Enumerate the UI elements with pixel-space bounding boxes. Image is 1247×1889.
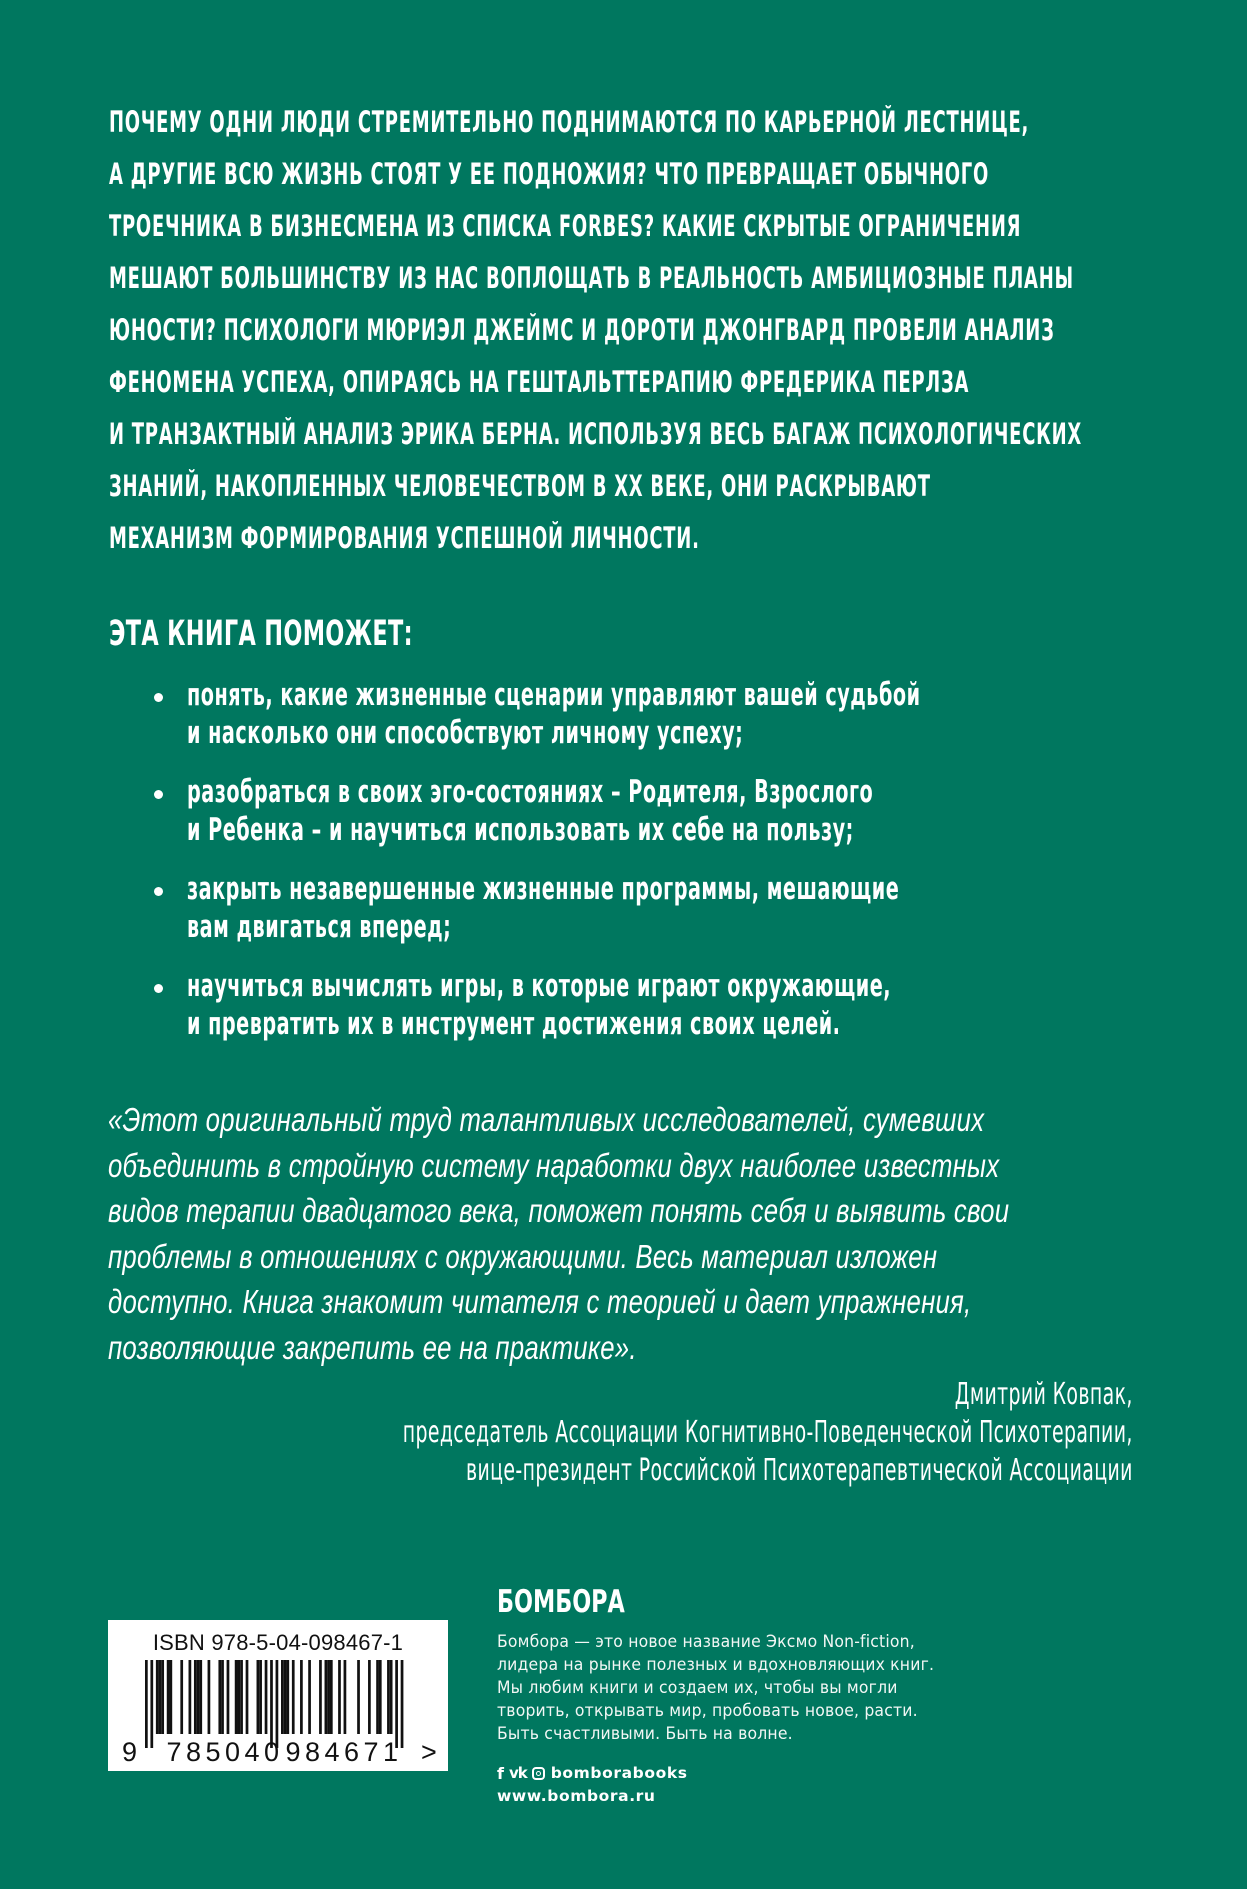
benefit-text: и насколько они способствуют личному успеху; bbox=[187, 715, 744, 751]
barcode-bar bbox=[159, 1660, 162, 1734]
facebook-icon[interactable]: f bbox=[497, 1763, 504, 1783]
barcode-bar bbox=[189, 1660, 192, 1734]
intro-line: А ДРУГИЕ ВСЮ ЖИЗНЬ СТОЯТ У ЕЕ ПОДНОЖИЯ? ЧТО ПРЕВРАЩАЕТ ОБЫЧНОГО bbox=[109, 157, 990, 191]
barcode-bar bbox=[235, 1660, 238, 1734]
testimonial-quote bbox=[108, 1097, 1168, 1370]
barcode-bar bbox=[257, 1660, 260, 1734]
intro-line: ФЕНОМЕНА УСПЕХА, ОПИРАЯСЬ НА ГЕШТАЛЬТТЕРАПИЮ ФРЕДЕРИКА ПЕРЛЗА bbox=[109, 365, 970, 399]
barcode-bar bbox=[270, 1660, 273, 1748]
barcode-bar bbox=[379, 1660, 382, 1734]
description-line: Мы любим книги и создаем их, чтобы вы могли bbox=[497, 1678, 898, 1698]
barcode-bar bbox=[227, 1660, 230, 1734]
quote-line: «Этот оригинальный труд талантливых исследователей, сумевших bbox=[108, 1101, 985, 1138]
benefit-text: понять, какие жизненные сценарии управляют вашей судьбой bbox=[187, 677, 921, 713]
barcode-bar bbox=[390, 1660, 393, 1734]
barcode-end-marker: > bbox=[421, 1737, 437, 1767]
barcode-bar bbox=[276, 1660, 279, 1748]
benefits-heading: ЭТА КНИГА ПОМОЖЕТ: bbox=[109, 614, 413, 654]
intro-line: ПОЧЕМУ ОДНИ ЛЮДИ СТРЕМИТЕЛЬНО ПОДНИМАЮТСЯ ПО КАРЬЕРНОЙ ЛЕСТНИЦЕ, bbox=[109, 105, 1030, 139]
barcode-right-group: 984671 bbox=[285, 1737, 403, 1767]
publisher-block bbox=[497, 1585, 1057, 1807]
barcode-bar bbox=[344, 1660, 347, 1734]
barcode-bar bbox=[218, 1660, 221, 1734]
barcode-bar bbox=[327, 1660, 330, 1734]
description-line: Быть счастливыми. Быть на волне. bbox=[497, 1724, 793, 1744]
barcode-bar bbox=[161, 1660, 164, 1734]
description-line: лидера на рынке полезных и вдохновляющих книг. bbox=[497, 1655, 935, 1675]
benefit-text: и Ребенка – и научиться использовать их себе на пользу; bbox=[187, 812, 854, 848]
attribution-role: председатель Ассоциации Когнитивно-Поведенческой Психотерапии, bbox=[402, 1415, 1133, 1450]
vk-icon[interactable]: vk bbox=[508, 1764, 527, 1782]
bullet-icon bbox=[154, 693, 163, 702]
barcode-bar bbox=[208, 1660, 211, 1734]
benefit-text: вам двигаться вперед; bbox=[187, 909, 452, 945]
attribution-name: Дмитрий Ковпак, bbox=[954, 1377, 1133, 1412]
benefit-text: и превратить их в инструмент достижения своих целей. bbox=[187, 1006, 841, 1042]
barcode-bar bbox=[325, 1660, 328, 1734]
barcode-bar bbox=[330, 1660, 333, 1734]
quote-line: объединить в стройную систему наработки двух наиболее известных bbox=[108, 1146, 1000, 1184]
bullet-icon bbox=[154, 790, 163, 799]
barcode-bar bbox=[292, 1660, 295, 1734]
barcode-bar bbox=[169, 1660, 172, 1734]
barcode-bar bbox=[281, 1660, 284, 1734]
benefits-list bbox=[150, 676, 1150, 1064]
attribution-role: вице-президент Российской Психотерапевтической Ассоциации bbox=[466, 1453, 1133, 1488]
intro-line: ЮНОСТИ? ПСИХОЛОГИ МЮРИЭЛ ДЖЕЙМС И ДОРОТИ ДЖОНГВАРД ПРОВЕЛИ АНАЛИЗ bbox=[109, 313, 1055, 347]
publisher-description bbox=[497, 1631, 1057, 1746]
barcode-bar bbox=[286, 1660, 289, 1734]
benefit-item bbox=[150, 676, 1150, 773]
barcode-bar bbox=[338, 1660, 341, 1734]
barcode-bar bbox=[395, 1660, 398, 1748]
benefit-text: закрыть незавершенные жизненные программы, мешающие bbox=[187, 871, 900, 907]
barcode-bar bbox=[300, 1660, 303, 1734]
barcode-graphic bbox=[108, 1620, 448, 1771]
intro-paragraph bbox=[109, 96, 1169, 564]
barcode-bar bbox=[194, 1660, 197, 1734]
barcode-bar bbox=[180, 1660, 183, 1734]
intro-line: И ТРАНЗАКТНЫЙ АНАЛИЗ ЭРИКА БЕРНА. ИСПОЛЬЗУЯ ВЕСЬ БАГАЖ ПСИХОЛОГИЧЕСКИХ bbox=[109, 417, 1082, 451]
quote-line: видов терапии двадцатого века, поможет понять себя и выявить свои bbox=[108, 1192, 1010, 1229]
barcode-bar bbox=[240, 1660, 243, 1734]
social-handle[interactable]: bomborabooks bbox=[550, 1764, 688, 1782]
intro-line: МЕХАНИЗМ ФОРМИРОВАНИЯ УСПЕШНОЙ ЛИЧНОСТИ. bbox=[109, 521, 700, 555]
barcode-bars bbox=[145, 1660, 403, 1748]
barcode-bar bbox=[284, 1660, 287, 1734]
barcode-bar bbox=[150, 1660, 153, 1748]
barcode-bar bbox=[246, 1660, 249, 1734]
benefit-text: разобраться в своих эго-состояниях – Родителя, Взрослого bbox=[187, 774, 874, 810]
quote-line: позволяющие закрепить ее на практике». bbox=[108, 1328, 637, 1366]
instagram-icon[interactable] bbox=[532, 1767, 545, 1780]
publisher-logo: БОМБОРА bbox=[497, 1584, 625, 1620]
quote-line: доступно. Книга знакомит читателя с теорией и дает упражнения, bbox=[108, 1283, 972, 1320]
benefit-text: научиться вычислять игры, в которые играют окружающие, bbox=[187, 968, 892, 1004]
intro-line: МЕШАЮТ БОЛЬШИНСТВУ ИЗ НАС ВОПЛОЩАТЬ В РЕАЛЬНОСТЬ АМБИЦИОЗНЫЕ ПЛАНЫ bbox=[109, 261, 1074, 295]
barcode-bar bbox=[308, 1660, 311, 1734]
benefit-item bbox=[150, 967, 1150, 1064]
barcode-bar bbox=[156, 1660, 159, 1734]
barcode-bar bbox=[368, 1660, 371, 1734]
barcode-first-digit: 9 bbox=[122, 1737, 138, 1767]
barcode-bar bbox=[237, 1660, 240, 1734]
barcode-bar bbox=[401, 1660, 404, 1748]
barcode-bar bbox=[197, 1660, 200, 1734]
barcode-bar bbox=[376, 1660, 379, 1734]
description-line: творить, открывать мир, пробовать новое, расти. bbox=[497, 1701, 918, 1721]
website-link[interactable]: www.bombora.ru bbox=[497, 1787, 656, 1805]
barcode-left-group: 785040 bbox=[166, 1737, 284, 1767]
barcode-bar bbox=[167, 1660, 170, 1734]
intro-line: ТРОЕЧНИКА В БИЗНЕСМЕНА ИЗ СПИСКА FORBES? КАКИЕ СКРЫТЫЕ ОГРАНИЧЕНИЯ bbox=[109, 209, 1022, 243]
barcode-bar bbox=[319, 1660, 322, 1734]
bullet-icon bbox=[154, 887, 163, 896]
social-links bbox=[497, 1762, 1057, 1784]
isbn-label: ISBN 978-5-04-098467-1 bbox=[152, 1630, 404, 1655]
benefit-item bbox=[150, 870, 1150, 967]
description-line: Бомбора — это новое название Эксмо Non-fiction, bbox=[497, 1632, 915, 1652]
barcode-bar bbox=[387, 1660, 390, 1734]
isbn-barcode bbox=[108, 1620, 448, 1771]
barcode-bar bbox=[259, 1660, 262, 1734]
quote-attribution bbox=[0, 1376, 1133, 1490]
barcode-bar bbox=[199, 1660, 202, 1734]
barcode-bar bbox=[221, 1660, 224, 1734]
barcode-bar bbox=[265, 1660, 268, 1734]
quote-line: проблемы в отношениях с окружающими. Весь материал изложен bbox=[108, 1237, 938, 1275]
intro-line: ЗНАНИЙ, НАКОПЛЕННЫХ ЧЕЛОВЕЧЕСТВОМ В XX ВЕКЕ, ОНИ РАСКРЫВАЮТ bbox=[109, 469, 931, 503]
benefit-item bbox=[150, 773, 1150, 870]
barcode-bar bbox=[145, 1660, 148, 1748]
bullet-icon bbox=[154, 984, 163, 993]
barcode-bar bbox=[357, 1660, 360, 1734]
